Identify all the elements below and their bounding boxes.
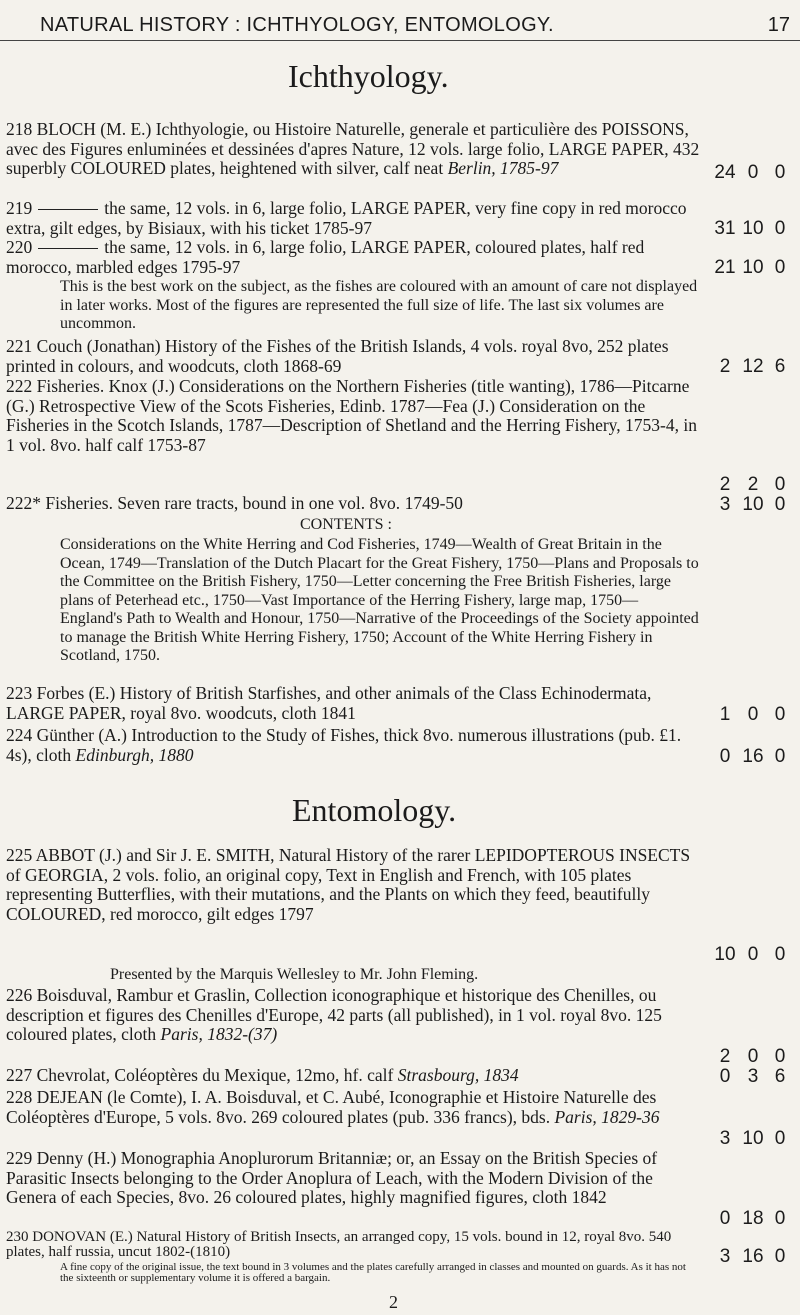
entry-number: 219 — [6, 198, 33, 218]
pounds: 2 — [719, 356, 731, 377]
entry-226 — [6, 986, 706, 1045]
shillings: 0 — [747, 944, 759, 965]
entry-author: Denny (H.) — [36, 1148, 117, 1168]
pounds: 0 — [719, 746, 731, 767]
entry-text: Knox (J.) Considerations on the Northern Fisheries (title wanting), 1786—Pitcarne (G.) Retrospective View of the Scots Fisheries, Edinb. 1787—Fea (J.) Consideration on the Fisheries in the Scotch Islands, 1787—Description of Shetland and the Herring Fishery, 1753-4, in 1 vol. 8vo. half calf — [6, 376, 697, 455]
entry-227 — [6, 1066, 706, 1086]
shillings: 16 — [742, 1246, 764, 1267]
shillings: 10 — [742, 1128, 764, 1149]
pence: 0 — [774, 704, 786, 725]
shillings: 3 — [747, 1066, 759, 1087]
entry-imprint: 1795-97 — [181, 256, 241, 277]
entry-imprint: 1841 — [320, 702, 356, 723]
pounds: 3 — [719, 1128, 731, 1149]
entry-number: 229 — [6, 1148, 33, 1168]
entry-imprint: 1842 — [571, 1187, 607, 1207]
contents-list: Considerations on the White Herring and Cod Fisheries, 1749—Wealth of Great Britain in the Ocean, 1749—Translation of the Dutch Placart for the Great Fishery, 1750—Plans and Proposals to the Committee on the British Fishery, 1750—Letter concerning the Free British Fisheries, large plans of Peterhead etc., 1750—Vast Importance of the Herring Fishery, large map, 1750—England's Path to Wealth and Honour, 1750—Narrative of the Proceedings of the Society appointed to manage the British White Herring Fishery, 1750; Account of the White Herring Fishery in Scotland, 1750. — [60, 536, 699, 664]
entry-219 — [6, 199, 706, 238]
entry-text: Coléoptères du Mexique, 12mo, hf. calf — [114, 1065, 394, 1085]
pence: 6 — [774, 356, 786, 377]
section-title-ichthyology: Ichthyology. — [288, 58, 449, 94]
pence: 0 — [774, 944, 786, 965]
entry-imprint: 1797 — [278, 903, 314, 924]
pence: 0 — [774, 218, 786, 239]
entry-imprint: 1785-97 — [313, 217, 372, 238]
entry-223 — [6, 684, 706, 723]
entry-number: 218 — [6, 119, 33, 139]
entry-number: 222 — [6, 376, 33, 396]
entry-author: Fisheries. — [45, 493, 113, 513]
contents-label: CONTENTS : — [300, 516, 392, 533]
entry-author: ABBOT (J.) and Sir J. E. SMITH, — [35, 845, 275, 865]
ditto-dash — [38, 248, 98, 249]
price-222-star — [712, 494, 796, 516]
header-rule — [0, 40, 800, 41]
pence: 0 — [774, 746, 786, 767]
price-230 — [712, 1246, 796, 1268]
entry-230 — [6, 1230, 706, 1260]
shillings: 10 — [742, 257, 764, 278]
pounds: 2 — [719, 474, 731, 495]
price-224 — [712, 746, 796, 768]
pence: 0 — [774, 162, 786, 183]
price-226 — [712, 1046, 796, 1068]
entry-imprint: 1868-69 — [283, 355, 342, 376]
note-230: A fine copy of the original issue, the text bound in 3 volumes and the plates carefully arranged in classes and mounted on guards. As it has not the sixteenth or supplementary volume it is offered a bargain. — [60, 1261, 686, 1284]
entry-author: Chevrolat, — [36, 1065, 111, 1085]
entry-text: Seven rare tracts, bound in one vol. 8vo. — [117, 493, 401, 513]
price-220 — [712, 257, 796, 279]
pence: 6 — [774, 1066, 786, 1087]
entry-number: 223 — [6, 683, 33, 703]
ditto-dash — [38, 209, 98, 210]
pence: 0 — [774, 1128, 786, 1149]
entry-number: 227 — [6, 1065, 33, 1085]
entry-text: Iconographie et Histoire Naturelle des Coléoptères d'Europe, 5 vols. 8vo. 269 coloured plates (pub. 336 francs), bds. — [6, 1087, 657, 1127]
entry-229 — [6, 1149, 706, 1208]
pounds: 24 — [714, 162, 736, 183]
pounds: 0 — [719, 1066, 731, 1087]
entry-imprint: Edinburgh, 1880 — [75, 744, 194, 765]
price-219 — [712, 218, 796, 240]
shillings: 16 — [742, 746, 764, 767]
note-225: Presented by the Marquis Wellesley to Mr. John Fleming. — [110, 966, 479, 983]
shillings: 12 — [742, 356, 764, 377]
pence: 0 — [774, 1046, 786, 1067]
entry-text: Natural History of British Insects, an arranged copy, 15 vols. bound in 12, royal 8vo. 540 plates, half russia, uncut — [6, 1229, 672, 1260]
entry-number: 220 — [6, 237, 33, 257]
shillings: 10 — [742, 218, 764, 239]
entry-225 — [6, 846, 706, 924]
entry-imprint: Paris, 1832-(37) — [160, 1024, 278, 1044]
entry-number: 230 — [6, 1229, 29, 1245]
entry-author: DONOVAN (E.) — [32, 1229, 133, 1245]
entry-text: History of the Fishes of the British Islands, 4 vols. royal 8vo, 252 plates printed in colours, and woodcuts, cloth — [6, 336, 669, 376]
shillings: 10 — [742, 494, 764, 515]
entry-number: 224 — [6, 725, 33, 745]
entry-author: BLOCH (M. E.) — [36, 119, 152, 139]
entry-author: Couch (Jonathan) — [36, 336, 161, 356]
pounds: 21 — [714, 257, 736, 278]
pounds: 10 — [714, 944, 736, 965]
pounds: 3 — [719, 1246, 731, 1267]
shillings: 0 — [747, 704, 759, 725]
signature-mark: 2 — [389, 1292, 398, 1312]
pence: 0 — [774, 474, 786, 495]
entry-imprint: 1802-(1810) — [155, 1244, 231, 1260]
pounds: 2 — [719, 1046, 731, 1067]
entry-imprint: Strasbourg, 1834 — [397, 1065, 519, 1085]
pence: 0 — [774, 1246, 786, 1267]
price-229 — [712, 1208, 796, 1230]
entry-text: Introduction to the Study of Fishes, thick 8vo. numerous illustrations (pub. £1. 4s), cloth — [6, 725, 682, 765]
entry-text: Collection iconographique et historique des Chenilles, ou description et figures des Chenilles d'Europe, 42 parts (all published), in 1 vol. royal 8vo. 125 coloured plates, cloth — [6, 985, 662, 1044]
entry-222 — [6, 377, 706, 455]
price-225 — [712, 944, 796, 966]
entry-text: the same, 12 vols. in 6, large folio, LARGE PAPER, coloured plates, half red morocco, marbled edges — [6, 237, 645, 277]
entry-author: Boisduval, Rambur et Graslin, — [36, 985, 251, 1005]
pounds: 0 — [719, 1208, 731, 1229]
entry-number: 221 — [6, 336, 33, 356]
page-number: 17 — [767, 14, 790, 36]
entry-text: the same, 12 vols. in 6, large folio, LARGE PAPER, very fine copy in red morocco extra, gilt edges, by Bisiaux, with his ticket — [6, 198, 687, 238]
running-title: NATURAL HISTORY : ICHTHYOLOGY, ENTOMOLOGY. — [40, 14, 554, 36]
pence: 0 — [774, 1208, 786, 1229]
entry-220 — [6, 238, 706, 277]
entry-author: Günther (A.) — [36, 725, 128, 745]
pence: 0 — [774, 257, 786, 278]
entry-number: 225 — [6, 845, 33, 865]
entry-author: DEJEAN (le Comte), I. A. Boisduval, et C. Aubé, — [36, 1087, 385, 1107]
entry-imprint: Paris, 1829-36 — [554, 1106, 660, 1127]
shillings: 2 — [747, 474, 759, 495]
entry-number: 222* — [6, 493, 41, 513]
section-title-entomology: Entomology. — [292, 792, 457, 828]
entry-number: 228 — [6, 1087, 33, 1107]
entry-imprint: Berlin, 1785-97 — [447, 158, 559, 178]
entry-224 — [6, 726, 706, 765]
running-header — [40, 6, 792, 40]
price-222 — [712, 474, 796, 496]
entry-text: Monographia Anoplurorum Britanniæ; or, an Essay on the British Species of Parasitic Insects belonging to the Order Anoplura of Leach, with the Modern Division of the Genera of each Species, 8vo. 26 coloured plates, highly magnified figures, cloth — [6, 1148, 658, 1207]
entry-218 — [6, 120, 706, 179]
entry-text: Natural History of the rarer LEPIDOPTEROUS INSECTS of GEORGIA, 2 vols. folio, an original copy, Text in English and French, with 105 plates representing Butterflies, with their mutations, and the Plants on which they feed, beautifully COLOURED, red morocco, gilt edges — [6, 845, 691, 924]
pounds: 3 — [719, 494, 731, 515]
entry-228 — [6, 1088, 706, 1127]
price-228 — [712, 1128, 796, 1150]
entry-222-star — [6, 494, 706, 514]
pence: 0 — [774, 494, 786, 515]
price-223 — [712, 704, 796, 726]
shillings: 0 — [747, 162, 759, 183]
shillings: 0 — [747, 1046, 759, 1067]
pounds: 1 — [719, 704, 731, 725]
note-220: This is the best work on the subject, as the fishes are coloured with an amount of care not displayed in later works. Most of the figures are represented the full size of life. The last six volumes are uncommon. — [60, 278, 698, 332]
price-221 — [712, 356, 796, 378]
price-218 — [712, 162, 796, 184]
entry-author: Fisheries. — [36, 376, 105, 396]
shillings: 18 — [742, 1208, 764, 1229]
entry-imprint: 1749-50 — [404, 493, 463, 513]
entry-imprint: 1753-87 — [147, 434, 206, 455]
price-227 — [712, 1066, 796, 1088]
entry-number: 226 — [6, 985, 33, 1005]
entry-text: Ichthyologie, ou Histoire Naturelle, generale et particulière des POISSONS, avec des Figures enluminées et dessinées d'apres Nature, 12 vols. large folio, LARGE PAPER, 432 superbly COLOURED plates, heightened with silver, calf neat — [6, 119, 700, 178]
entry-221 — [6, 337, 706, 376]
entry-author: Forbes (E.) — [36, 683, 116, 703]
entry-text: History of British Starfishes, and other animals of the Class Echinodermata, LARGE PAPER, royal 8vo. woodcuts, cloth — [6, 683, 652, 723]
pounds: 31 — [714, 218, 736, 239]
